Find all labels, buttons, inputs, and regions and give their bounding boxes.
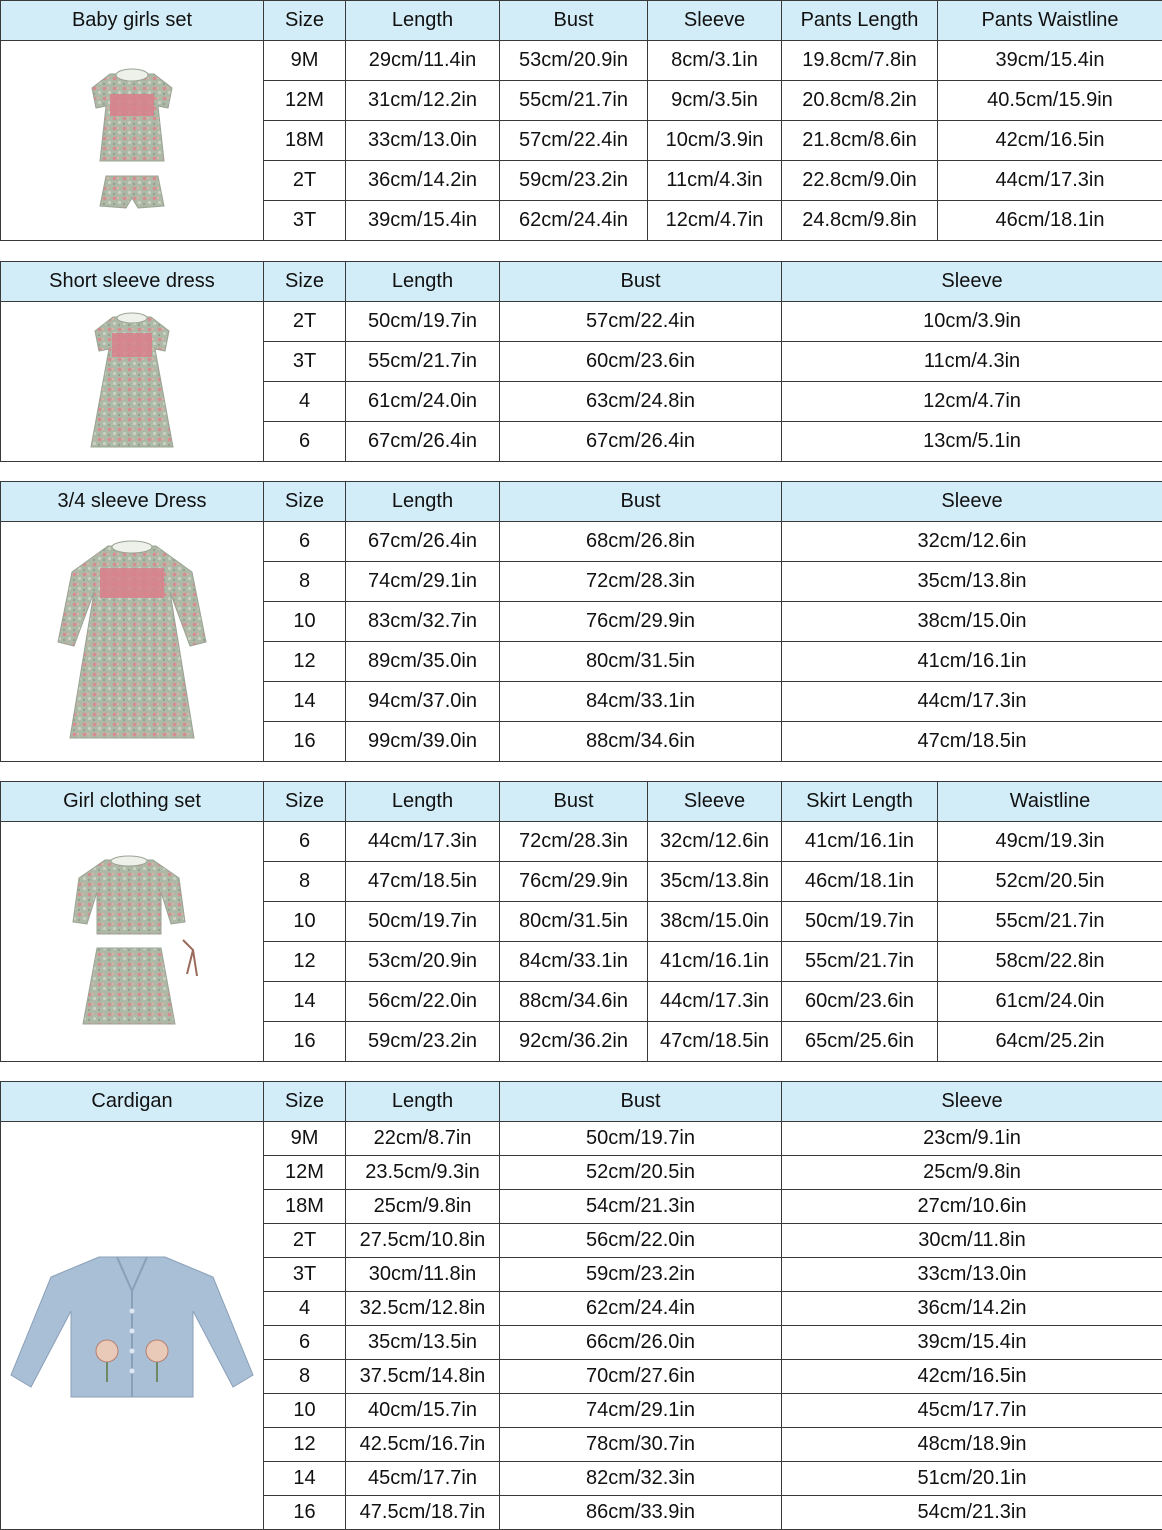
measurement-cell: 76cm/29.9in <box>500 602 782 642</box>
measurement-cell: 19.8cm/7.8in <box>782 41 938 81</box>
size-cell: 6 <box>264 522 346 562</box>
column-header: Bust <box>500 262 782 302</box>
measurement-cell: 9cm/3.5in <box>648 81 782 121</box>
measurement-cell: 74cm/29.1in <box>346 562 500 602</box>
column-header: Size <box>264 782 346 822</box>
measurement-cell: 22cm/8.7in <box>346 1122 500 1156</box>
size-cell: 9M <box>264 1122 346 1156</box>
measurement-cell: 56cm/22.0in <box>500 1224 782 1258</box>
table-row <box>1 41 1162 81</box>
size-cell: 6 <box>264 422 346 462</box>
measurement-cell: 66cm/26.0in <box>500 1326 782 1360</box>
table-row <box>1 1122 1162 1156</box>
measurement-cell: 55cm/21.7in <box>346 342 500 382</box>
measurement-cell: 59cm/23.2in <box>500 1258 782 1292</box>
measurement-cell: 52cm/20.5in <box>500 1156 782 1190</box>
column-header: Length <box>346 262 500 302</box>
column-header: Sleeve <box>648 782 782 822</box>
column-header: Skirt Length <box>782 782 938 822</box>
section-title: Girl clothing set <box>1 782 264 822</box>
size-cell: 14 <box>264 982 346 1022</box>
measurement-cell: 39cm/15.4in <box>938 41 1162 81</box>
measurement-cell: 50cm/19.7in <box>500 1122 782 1156</box>
measurement-cell: 78cm/30.7in <box>500 1428 782 1462</box>
size-cell: 8 <box>264 562 346 602</box>
measurement-cell: 64cm/25.2in <box>938 1022 1162 1062</box>
measurement-cell: 50cm/19.7in <box>346 302 500 342</box>
section-title: Baby girls set <box>1 1 264 41</box>
measurement-cell: 20.8cm/8.2in <box>782 81 938 121</box>
measurement-cell: 48cm/18.9in <box>782 1428 1162 1462</box>
measurement-cell: 65cm/25.6in <box>782 1022 938 1062</box>
measurement-cell: 11cm/4.3in <box>782 342 1162 382</box>
measurement-cell: 25cm/9.8in <box>782 1156 1162 1190</box>
measurement-cell: 82cm/32.3in <box>500 1462 782 1496</box>
measurement-cell: 36cm/14.2in <box>346 161 500 201</box>
size-cell: 12M <box>264 1156 346 1190</box>
measurement-cell: 50cm/19.7in <box>782 902 938 942</box>
column-header: Size <box>264 1082 346 1122</box>
measurement-cell: 33cm/13.0in <box>782 1258 1162 1292</box>
size-cell: 10 <box>264 602 346 642</box>
size-cell: 14 <box>264 682 346 722</box>
section-title: Cardigan <box>1 1082 264 1122</box>
measurement-cell: 10cm/3.9in <box>648 121 782 161</box>
size-cell: 12 <box>264 642 346 682</box>
size-cell: 10 <box>264 902 346 942</box>
measurement-cell: 86cm/33.9in <box>500 1496 782 1530</box>
size-cell: 6 <box>264 822 346 862</box>
table-row <box>1 522 1162 562</box>
measurement-cell: 57cm/22.4in <box>500 302 782 342</box>
product-image <box>1 522 264 762</box>
measurement-cell: 55cm/21.7in <box>938 902 1162 942</box>
measurement-cell: 59cm/23.2in <box>500 161 648 201</box>
column-header: Bust <box>500 782 648 822</box>
size-cell: 18M <box>264 121 346 161</box>
size-cell: 8 <box>264 862 346 902</box>
size-cell: 3T <box>264 342 346 382</box>
measurement-cell: 47.5cm/18.7in <box>346 1496 500 1530</box>
size-cell: 18M <box>264 1190 346 1224</box>
column-header: Bust <box>500 1082 782 1122</box>
measurement-cell: 32.5cm/12.8in <box>346 1292 500 1326</box>
measurement-cell: 83cm/32.7in <box>346 602 500 642</box>
cardigan-garment-icon <box>1 1251 263 1401</box>
column-header: Size <box>264 482 346 522</box>
measurement-cell: 23.5cm/9.3in <box>346 1156 500 1190</box>
column-header: Waistline <box>938 782 1162 822</box>
column-header: Sleeve <box>782 262 1162 302</box>
measurement-cell: 41cm/16.1in <box>648 942 782 982</box>
girl-set-garment-icon <box>1 852 263 1032</box>
measurement-cell: 12cm/4.7in <box>648 201 782 241</box>
column-header: Sleeve <box>648 1 782 41</box>
measurement-cell: 8cm/3.1in <box>648 41 782 81</box>
measurement-cell: 61cm/24.0in <box>938 982 1162 1022</box>
product-image <box>1 822 264 1062</box>
measurement-cell: 67cm/26.4in <box>346 522 500 562</box>
measurement-cell: 60cm/23.6in <box>500 342 782 382</box>
measurement-cell: 61cm/24.0in <box>346 382 500 422</box>
measurement-cell: 10cm/3.9in <box>782 302 1162 342</box>
size-cell: 2T <box>264 302 346 342</box>
size-cell: 12M <box>264 81 346 121</box>
measurement-cell: 35cm/13.8in <box>648 862 782 902</box>
size-cell: 8 <box>264 1360 346 1394</box>
measurement-cell: 53cm/20.9in <box>346 942 500 982</box>
measurement-cell: 12cm/4.7in <box>782 382 1162 422</box>
measurement-cell: 94cm/37.0in <box>346 682 500 722</box>
measurement-cell: 99cm/39.0in <box>346 722 500 762</box>
product-image <box>1 302 264 462</box>
size-table <box>0 781 1162 1062</box>
measurement-cell: 68cm/26.8in <box>500 522 782 562</box>
size-cell: 4 <box>264 382 346 422</box>
measurement-cell: 63cm/24.8in <box>500 382 782 422</box>
column-header: Pants Length <box>782 1 938 41</box>
size-table <box>0 261 1162 462</box>
measurement-cell: 88cm/34.6in <box>500 722 782 762</box>
column-header: Size <box>264 262 346 302</box>
measurement-cell: 51cm/20.1in <box>782 1462 1162 1496</box>
product-image <box>1 1122 264 1530</box>
size-table <box>0 481 1162 762</box>
measurement-cell: 47cm/18.5in <box>782 722 1162 762</box>
section-title: 3/4 sleeve Dress <box>1 482 264 522</box>
column-header: Length <box>346 1082 500 1122</box>
measurement-cell: 54cm/21.3in <box>782 1496 1162 1530</box>
measurement-cell: 54cm/21.3in <box>500 1190 782 1224</box>
measurement-cell: 46cm/18.1in <box>938 201 1162 241</box>
measurement-cell: 24.8cm/9.8in <box>782 201 938 241</box>
measurement-cell: 30cm/11.8in <box>346 1258 500 1292</box>
measurement-cell: 32cm/12.6in <box>648 822 782 862</box>
size-cell: 3T <box>264 1258 346 1292</box>
measurement-cell: 38cm/15.0in <box>648 902 782 942</box>
column-header: Length <box>346 782 500 822</box>
measurement-cell: 38cm/15.0in <box>782 602 1162 642</box>
measurement-cell: 49cm/19.3in <box>938 822 1162 862</box>
measurement-cell: 92cm/36.2in <box>500 1022 648 1062</box>
measurement-cell: 44cm/17.3in <box>938 161 1162 201</box>
column-header: Size <box>264 1 346 41</box>
measurement-cell: 32cm/12.6in <box>782 522 1162 562</box>
size-cell: 12 <box>264 942 346 982</box>
measurement-cell: 72cm/28.3in <box>500 562 782 602</box>
measurement-cell: 67cm/26.4in <box>500 422 782 462</box>
product-image <box>1 41 264 241</box>
column-header: Sleeve <box>782 482 1162 522</box>
size-table <box>0 1081 1162 1530</box>
measurement-cell: 59cm/23.2in <box>346 1022 500 1062</box>
measurement-cell: 21.8cm/8.6in <box>782 121 938 161</box>
measurement-cell: 74cm/29.1in <box>500 1394 782 1428</box>
size-cell: 9M <box>264 41 346 81</box>
size-table-section <box>0 781 1162 1062</box>
measurement-cell: 80cm/31.5in <box>500 902 648 942</box>
table-row <box>1 822 1162 862</box>
size-cell: 2T <box>264 1224 346 1258</box>
measurement-cell: 62cm/24.4in <box>500 201 648 241</box>
measurement-cell: 44cm/17.3in <box>346 822 500 862</box>
measurement-cell: 44cm/17.3in <box>782 682 1162 722</box>
measurement-cell: 23cm/9.1in <box>782 1122 1162 1156</box>
measurement-cell: 70cm/27.6in <box>500 1360 782 1394</box>
measurement-cell: 57cm/22.4in <box>500 121 648 161</box>
measurement-cell: 11cm/4.3in <box>648 161 782 201</box>
measurement-cell: 40cm/15.7in <box>346 1394 500 1428</box>
measurement-cell: 45cm/17.7in <box>346 1462 500 1496</box>
size-cell: 10 <box>264 1394 346 1428</box>
baby-set-garment-icon <box>1 56 263 226</box>
measurement-cell: 62cm/24.4in <box>500 1292 782 1326</box>
measurement-cell: 33cm/13.0in <box>346 121 500 161</box>
measurement-cell: 27cm/10.6in <box>782 1190 1162 1224</box>
measurement-cell: 39cm/15.4in <box>782 1326 1162 1360</box>
measurement-cell: 53cm/20.9in <box>500 41 648 81</box>
size-cell: 16 <box>264 1022 346 1062</box>
column-header: Bust <box>500 1 648 41</box>
size-cell: 16 <box>264 1496 346 1530</box>
measurement-cell: 42cm/16.5in <box>938 121 1162 161</box>
measurement-cell: 27.5cm/10.8in <box>346 1224 500 1258</box>
column-header: Bust <box>500 482 782 522</box>
measurement-cell: 29cm/11.4in <box>346 41 500 81</box>
measurement-cell: 80cm/31.5in <box>500 642 782 682</box>
measurement-cell: 30cm/11.8in <box>782 1224 1162 1258</box>
size-table-section <box>0 0 1162 241</box>
long-dress-garment-icon <box>1 532 263 752</box>
size-cell: 6 <box>264 1326 346 1360</box>
column-header: Pants Waistline <box>938 1 1162 41</box>
size-cell: 16 <box>264 722 346 762</box>
measurement-cell: 22.8cm/9.0in <box>782 161 938 201</box>
size-table-section <box>0 481 1162 762</box>
measurement-cell: 45cm/17.7in <box>782 1394 1162 1428</box>
measurement-cell: 13cm/5.1in <box>782 422 1162 462</box>
measurement-cell: 41cm/16.1in <box>782 822 938 862</box>
measurement-cell: 39cm/15.4in <box>346 201 500 241</box>
measurement-cell: 58cm/22.8in <box>938 942 1162 982</box>
measurement-cell: 31cm/12.2in <box>346 81 500 121</box>
measurement-cell: 37.5cm/14.8in <box>346 1360 500 1394</box>
measurement-cell: 44cm/17.3in <box>648 982 782 1022</box>
measurement-cell: 35cm/13.8in <box>782 562 1162 602</box>
column-header: Length <box>346 482 500 522</box>
size-cell: 3T <box>264 201 346 241</box>
measurement-cell: 55cm/21.7in <box>782 942 938 982</box>
size-cell: 14 <box>264 1462 346 1496</box>
measurement-cell: 55cm/21.7in <box>500 81 648 121</box>
size-cell: 12 <box>264 1428 346 1462</box>
measurement-cell: 50cm/19.7in <box>346 902 500 942</box>
size-table-section <box>0 1081 1162 1530</box>
measurement-cell: 46cm/18.1in <box>782 862 938 902</box>
measurement-cell: 84cm/33.1in <box>500 942 648 982</box>
size-table-section <box>0 261 1162 462</box>
measurement-cell: 42cm/16.5in <box>782 1360 1162 1394</box>
measurement-cell: 72cm/28.3in <box>500 822 648 862</box>
measurement-cell: 56cm/22.0in <box>346 982 500 1022</box>
section-title: Short sleeve dress <box>1 262 264 302</box>
measurement-cell: 88cm/34.6in <box>500 982 648 1022</box>
measurement-cell: 25cm/9.8in <box>346 1190 500 1224</box>
table-row <box>1 302 1162 342</box>
column-header: Sleeve <box>782 1082 1162 1122</box>
measurement-cell: 41cm/16.1in <box>782 642 1162 682</box>
measurement-cell: 42.5cm/16.7in <box>346 1428 500 1462</box>
size-cell: 2T <box>264 161 346 201</box>
measurement-cell: 35cm/13.5in <box>346 1326 500 1360</box>
column-header: Length <box>346 1 500 41</box>
measurement-cell: 40.5cm/15.9in <box>938 81 1162 121</box>
measurement-cell: 60cm/23.6in <box>782 982 938 1022</box>
measurement-cell: 84cm/33.1in <box>500 682 782 722</box>
measurement-cell: 47cm/18.5in <box>346 862 500 902</box>
size-table <box>0 0 1162 241</box>
short-dress-garment-icon <box>1 307 263 457</box>
measurement-cell: 76cm/29.9in <box>500 862 648 902</box>
size-cell: 4 <box>264 1292 346 1326</box>
measurement-cell: 89cm/35.0in <box>346 642 500 682</box>
measurement-cell: 47cm/18.5in <box>648 1022 782 1062</box>
measurement-cell: 52cm/20.5in <box>938 862 1162 902</box>
measurement-cell: 36cm/14.2in <box>782 1292 1162 1326</box>
measurement-cell: 67cm/26.4in <box>346 422 500 462</box>
